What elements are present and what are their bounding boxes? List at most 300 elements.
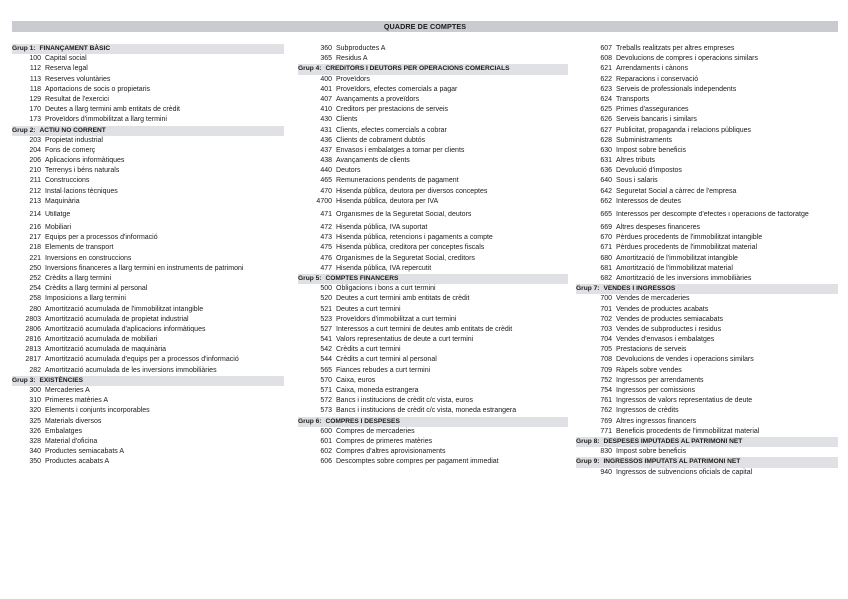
account-code: 542 [320, 346, 332, 354]
account-description: Clients [336, 116, 358, 124]
account-code: 2816 [25, 336, 41, 344]
account-description: Transports [616, 95, 650, 103]
account-row [298, 376, 568, 386]
account-description: Capital social [45, 55, 87, 63]
account-row [576, 85, 838, 95]
account-description: Embalatges [45, 427, 82, 435]
account-code: 326 [29, 427, 41, 435]
account-code: 112 [29, 65, 41, 73]
account-code: 221 [29, 254, 41, 262]
account-row [576, 176, 838, 186]
account-row [12, 325, 284, 335]
account-description: Clients de cobrament dubtós [336, 136, 426, 144]
account-description: Creditors per prestacions de serveis [336, 106, 449, 114]
account-code: 622 [600, 75, 612, 83]
account-description: Vendes de productes semiacabats [616, 315, 724, 323]
account-code: 328 [29, 437, 41, 445]
account-row [12, 366, 284, 376]
group-label: Grup 4: [298, 65, 322, 73]
account-description: Avançaments de clients [336, 157, 410, 165]
account-code: 300 [29, 387, 41, 394]
account-description: Hisenda pública, deutora per diversos conceptes [336, 187, 488, 195]
account-description: Sous i salaris [616, 177, 658, 185]
account-description: Caixa, moneda estrangera [336, 387, 419, 394]
account-code: 282 [29, 366, 41, 374]
account-description: Primes d'assegurances [616, 106, 689, 114]
account-description: Productes acabats A [45, 458, 110, 466]
account-code: 701 [600, 305, 612, 313]
account-row [12, 54, 284, 64]
account-description: Amortització acumulada de propietat industrial [45, 315, 189, 323]
account-row [576, 126, 838, 136]
account-row [576, 243, 838, 253]
account-description: Amortització acumulada d'aplicacions informàtiques [45, 325, 206, 333]
account-row [576, 146, 838, 156]
account-code: 500 [320, 285, 332, 293]
page-title: QUADRE DE COMPTES [12, 21, 838, 32]
account-description: Hisenda pública, deutora per IVA [336, 197, 439, 205]
account-row [12, 243, 284, 253]
account-description: Interessos a curt termini de deutes amb entitats de crèdit [336, 325, 513, 333]
account-description: Seguretat Social a càrrec de l'empresa [616, 187, 737, 195]
group-name: COMPRES I DESPESES [325, 417, 400, 425]
account-description: Subministraments [616, 136, 673, 144]
account-description: Productes semiacabats A [45, 448, 124, 456]
account-description: Interessos per descompte d'efectes i operacions de factoratge [616, 211, 809, 218]
account-row [298, 345, 568, 355]
account-code: 626 [600, 116, 612, 124]
account-description: Compres de mercaderies [336, 427, 415, 435]
account-row [12, 264, 284, 274]
account-description: Devolucions de vendes i operacions similars [616, 356, 754, 364]
account-code: 431 [320, 126, 332, 134]
account-description: Avançaments a proveïdors [336, 95, 420, 103]
account-code: 573 [320, 407, 332, 415]
group-name: INGRESSOS IMPUTATS AL PATRIMONI NET [603, 458, 741, 466]
account-row [576, 54, 838, 64]
group-label: Grup 5: [298, 274, 322, 282]
account-description: Vendes de subproductes i residus [616, 325, 722, 333]
account-code: 360 [320, 45, 332, 52]
account-code: 250 [29, 264, 41, 272]
account-code: 602 [320, 448, 332, 456]
account-code: 473 [320, 234, 332, 242]
account-row [12, 187, 284, 197]
account-row [298, 447, 568, 457]
account-code: 258 [29, 295, 41, 303]
account-row [298, 305, 568, 315]
account-row [298, 197, 568, 207]
account-row [576, 345, 838, 355]
account-code: 636 [600, 167, 612, 175]
account-row [12, 64, 284, 74]
account-code: 365 [320, 55, 332, 63]
account-description: Interessos de deutes [616, 197, 681, 205]
account-row [298, 233, 568, 243]
account-row [12, 166, 284, 176]
account-description: Material d'oficina [45, 437, 98, 445]
account-code: 438 [320, 157, 332, 165]
account-description: Aplicacions informàtiques [45, 157, 125, 165]
account-code: 320 [29, 407, 41, 415]
account-description: Bancs i institucions de crèdit c/c vista, moneda estrangera [336, 407, 517, 415]
account-row [12, 146, 284, 156]
account-row [576, 136, 838, 146]
account-row [12, 274, 284, 284]
group-name: CREDITORS I DEUTORS PER OPERACIONS COMERCIALS [325, 65, 510, 73]
account-description: Organismes de la Seguretat Social, deutors [336, 211, 472, 218]
account-code: 709 [600, 366, 612, 374]
group-label: Grup 9: [576, 458, 600, 466]
account-description: Amortització de l'immobilitzat material [616, 264, 733, 272]
account-row [298, 223, 568, 233]
account-description: Crèdits a llarg termini al personal [45, 285, 148, 293]
account-code: 129 [29, 95, 41, 103]
account-row [12, 437, 284, 447]
account-row [298, 126, 568, 136]
account-code: 606 [320, 458, 332, 466]
account-code: 410 [320, 106, 332, 114]
account-row [298, 437, 568, 447]
account-row [298, 284, 568, 294]
account-code: 702 [600, 315, 612, 323]
account-row [298, 85, 568, 95]
account-code: 214 [29, 210, 41, 218]
account-description: Hisenda pública, IVA suportat [336, 224, 428, 231]
account-code: 631 [600, 157, 612, 165]
account-description: Serveis de professionals independents [616, 85, 737, 93]
account-description: Descomptes sobre compres per pagament immediat [336, 458, 499, 466]
account-code: 607 [600, 45, 612, 52]
account-row [298, 325, 568, 335]
group-header [298, 274, 568, 284]
group-label: Grup 6: [298, 417, 322, 425]
account-row [576, 44, 838, 54]
account-row [12, 396, 284, 406]
account-row [12, 315, 284, 325]
account-code: 254 [29, 285, 41, 293]
account-code: 754 [600, 387, 612, 394]
account-row [576, 264, 838, 274]
account-description: Envasos i embalatges a tornar per clients [336, 146, 465, 154]
account-row [12, 115, 284, 125]
account-row [576, 335, 838, 345]
account-row [576, 427, 838, 437]
account-description: Caixa, euros [336, 376, 376, 384]
account-code: 407 [320, 95, 332, 103]
account-row [298, 166, 568, 176]
account-code: 437 [320, 146, 332, 154]
account-code: 541 [320, 336, 332, 344]
account-code: 769 [600, 417, 612, 425]
account-row [298, 396, 568, 406]
account-code: 662 [600, 197, 612, 205]
account-description: Vendes de productes acabats [616, 305, 709, 313]
account-description: Inversions en construccions [45, 254, 132, 262]
account-row [298, 457, 568, 467]
account-code: 600 [320, 427, 332, 435]
account-description: Elements i conjunts incorporables [45, 407, 150, 415]
account-row [12, 355, 284, 365]
group-label: Grup 2: [12, 126, 36, 134]
account-code: 523 [320, 315, 332, 323]
account-code: 700 [600, 295, 612, 303]
account-row [576, 325, 838, 335]
account-code: 572 [320, 397, 332, 405]
account-code: 218 [29, 244, 41, 252]
account-row [298, 95, 568, 105]
account-row [12, 207, 284, 223]
account-row [298, 44, 568, 54]
account-row [576, 105, 838, 115]
account-row [12, 136, 284, 146]
account-row [576, 315, 838, 325]
account-row [12, 75, 284, 85]
account-row [576, 305, 838, 315]
account-description: Inversions financeres a llarg termini en instruments de patrimoni [45, 264, 244, 272]
account-description: Instal·lacions tècniques [45, 187, 118, 195]
account-row [576, 64, 838, 74]
account-description: Construccions [45, 177, 90, 185]
account-row [12, 294, 284, 304]
group-label: Grup 3: [12, 376, 36, 384]
account-row [298, 54, 568, 64]
group-header [298, 64, 568, 74]
account-row [12, 233, 284, 243]
account-row [576, 254, 838, 264]
account-description: Deutes a llarg termini amb entitats de crèdit [45, 106, 181, 114]
account-description: Terrenys i béns naturals [45, 167, 120, 175]
account-row [298, 75, 568, 85]
account-description: Amortització de les inversions immobiliàries [616, 274, 752, 282]
group-name: ACTIU NO CORRENT [39, 126, 106, 134]
account-row [298, 264, 568, 274]
account-code: 665 [600, 210, 612, 218]
account-code: 771 [600, 427, 612, 435]
account-description: Subproductes A [336, 45, 386, 52]
account-description: Materials diversos [45, 417, 102, 425]
account-description: Compres d'altres aprovisionaments [336, 448, 446, 456]
account-description: Ingressos de crèdits [616, 407, 679, 415]
account-description: Hisenda pública, IVA repercutit [336, 264, 432, 272]
account-code: 216 [29, 224, 41, 231]
account-row [298, 366, 568, 376]
account-row [298, 335, 568, 345]
account-description: Proveïdors, efectes comercials a pagar [336, 85, 458, 93]
account-code: 762 [600, 407, 612, 415]
account-description: Amortització de l'immobilitzat intangible [616, 254, 738, 262]
account-row [12, 223, 284, 233]
account-row [576, 376, 838, 386]
account-row [12, 335, 284, 345]
account-row [12, 176, 284, 186]
account-row [576, 406, 838, 416]
account-code: 752 [600, 376, 612, 384]
account-code: 203 [29, 136, 41, 144]
account-code: 703 [600, 325, 612, 333]
account-code: 118 [29, 85, 41, 93]
account-row [298, 176, 568, 186]
account-description: Elements de transport [45, 244, 114, 252]
account-row [576, 115, 838, 125]
account-description: Pèrdues procedents de l'immobilitzat intangible [616, 234, 763, 242]
account-description: Impost sobre beneficis [616, 448, 687, 456]
account-description: Crèdits a curt termini [336, 346, 401, 354]
account-row [576, 274, 838, 284]
account-code: 4700 [316, 197, 332, 205]
account-row [576, 417, 838, 427]
account-row [12, 427, 284, 437]
account-code: 628 [600, 136, 612, 144]
account-description: Primeres matèries A [45, 397, 109, 405]
account-code: 401 [320, 85, 332, 93]
account-description: Impost sobre beneficis [616, 146, 687, 154]
account-row [298, 207, 568, 223]
account-code: 2806 [25, 325, 41, 333]
account-description: Ingressos de subvencions oficials de capital [616, 468, 753, 476]
group-name: DESPESES IMPUTADES AL PATRIMONI NET [603, 437, 743, 445]
account-description: Beneficis procedents de l'immobilitzat material [616, 427, 760, 435]
account-description: Treballs realitzats per altres empreses [616, 45, 735, 52]
account-code: 325 [29, 417, 41, 425]
account-code: 669 [600, 224, 612, 231]
account-description: Amortització acumulada de mobiliari [45, 336, 158, 344]
group-header [12, 44, 284, 54]
account-code: 680 [600, 254, 612, 262]
account-description: Amortització acumulada d'equips per a processos d'informació [45, 356, 239, 364]
account-row [12, 457, 284, 467]
group-header [576, 457, 838, 467]
account-description: Proveïdors d'immobilitzat a llarg termini [45, 116, 167, 124]
account-row [298, 146, 568, 156]
account-description: Hisenda pública, retencions i pagaments a compte [336, 234, 493, 242]
account-description: Clients, efectes comercials a cobrar [336, 126, 447, 134]
account-code: 217 [29, 234, 41, 242]
account-description: Residus A [336, 55, 368, 63]
group-name: FINANÇAMENT BÀSIC [39, 45, 111, 52]
account-description: Bancs i institucions de crèdit c/c vista, euros [336, 397, 473, 405]
account-code: 2813 [25, 346, 41, 354]
account-row [298, 315, 568, 325]
account-row [576, 166, 838, 176]
group-label: Grup 8: [576, 437, 600, 445]
account-row [576, 156, 838, 166]
account-row [298, 105, 568, 115]
account-code: 212 [29, 187, 41, 195]
account-row [576, 447, 838, 457]
account-description: Propietat industrial [45, 136, 103, 144]
account-code: 608 [600, 55, 612, 63]
group-name: VENDES I INGRESSOS [603, 285, 676, 293]
account-description: Obligacions i bons a curt termini [336, 285, 436, 293]
accounts-column-3 [576, 44, 838, 478]
account-code: 440 [320, 167, 332, 175]
account-row [12, 85, 284, 95]
account-code: 472 [320, 224, 332, 231]
account-description: Devolució d'impostos [616, 167, 682, 175]
account-description: Amortització acumulada de maquinària [45, 346, 167, 354]
account-code: 623 [600, 85, 612, 93]
account-description: Resultat de l'exercici [45, 95, 109, 103]
account-description: Ingressos per comissions [616, 387, 695, 394]
account-code: 436 [320, 136, 332, 144]
account-description: Prestacions de serveis [616, 346, 687, 354]
account-row [12, 156, 284, 166]
account-description: Publicitat, propaganda i relacions públiques [616, 126, 752, 134]
account-row [12, 345, 284, 355]
account-row [576, 366, 838, 376]
account-description: Reserves voluntàries [45, 75, 111, 83]
account-description: Crèdits a llarg termini [45, 274, 112, 282]
account-description: Amortització acumulada de les inversions immobiliàries [45, 366, 217, 374]
account-description: Aportacions de socis o propietaris [45, 85, 151, 93]
account-description: Ingressos de valors representatius de deute [616, 397, 753, 405]
account-row [298, 294, 568, 304]
account-row [12, 105, 284, 115]
account-row [576, 355, 838, 365]
account-code: 761 [600, 397, 612, 405]
accounts-column-2 [298, 44, 568, 468]
account-description: Pèrdues procedents de l'immobilitzat material [616, 244, 758, 252]
account-description: Mercaderies A [45, 387, 90, 394]
account-row [576, 468, 838, 478]
account-description: Deutes a curt termini amb entitats de crèdit [336, 295, 470, 303]
account-code: 280 [29, 305, 41, 313]
account-row [576, 187, 838, 197]
account-code: 173 [29, 116, 41, 124]
group-name: EXISTÈNCIES [39, 376, 84, 384]
group-header [12, 126, 284, 136]
account-description: Proveïdors d'immobilitzat a curt termini [336, 315, 457, 323]
account-description: Altres ingressos financers [616, 417, 697, 425]
account-code: 521 [320, 305, 332, 313]
account-description: Ingressos per arrendaments [616, 376, 704, 384]
account-row [298, 136, 568, 146]
account-code: 670 [600, 234, 612, 242]
account-description: Altres despeses financeres [616, 224, 701, 231]
account-description: Proveïdors [336, 75, 370, 83]
account-code: 642 [600, 187, 612, 195]
account-code: 2817 [25, 356, 41, 364]
account-description: Vendes de mercaderies [616, 295, 690, 303]
account-code: 471 [320, 210, 332, 218]
account-code: 465 [320, 177, 332, 185]
account-description: Reserva legal [45, 65, 88, 73]
account-code: 621 [600, 65, 612, 73]
account-code: 940 [600, 468, 612, 476]
account-code: 113 [29, 75, 41, 83]
account-code: 520 [320, 295, 332, 303]
account-row [298, 406, 568, 416]
account-description: Organismes de la Seguretat Social, creditors [336, 254, 475, 262]
account-code: 601 [320, 437, 332, 445]
account-row [576, 396, 838, 406]
account-description: Deutes a curt termini [336, 305, 401, 313]
account-code: 211 [29, 177, 41, 185]
group-header [576, 437, 838, 447]
account-row [298, 243, 568, 253]
account-code: 170 [29, 106, 41, 114]
account-row [298, 355, 568, 365]
account-description: Compres de primeres matèries [336, 437, 433, 445]
account-code: 704 [600, 336, 612, 344]
account-code: 213 [29, 197, 41, 205]
account-code: 100 [29, 55, 41, 63]
account-row [576, 207, 838, 223]
account-code: 630 [600, 146, 612, 154]
account-row [298, 254, 568, 264]
account-description: Altres tributs [616, 157, 655, 165]
